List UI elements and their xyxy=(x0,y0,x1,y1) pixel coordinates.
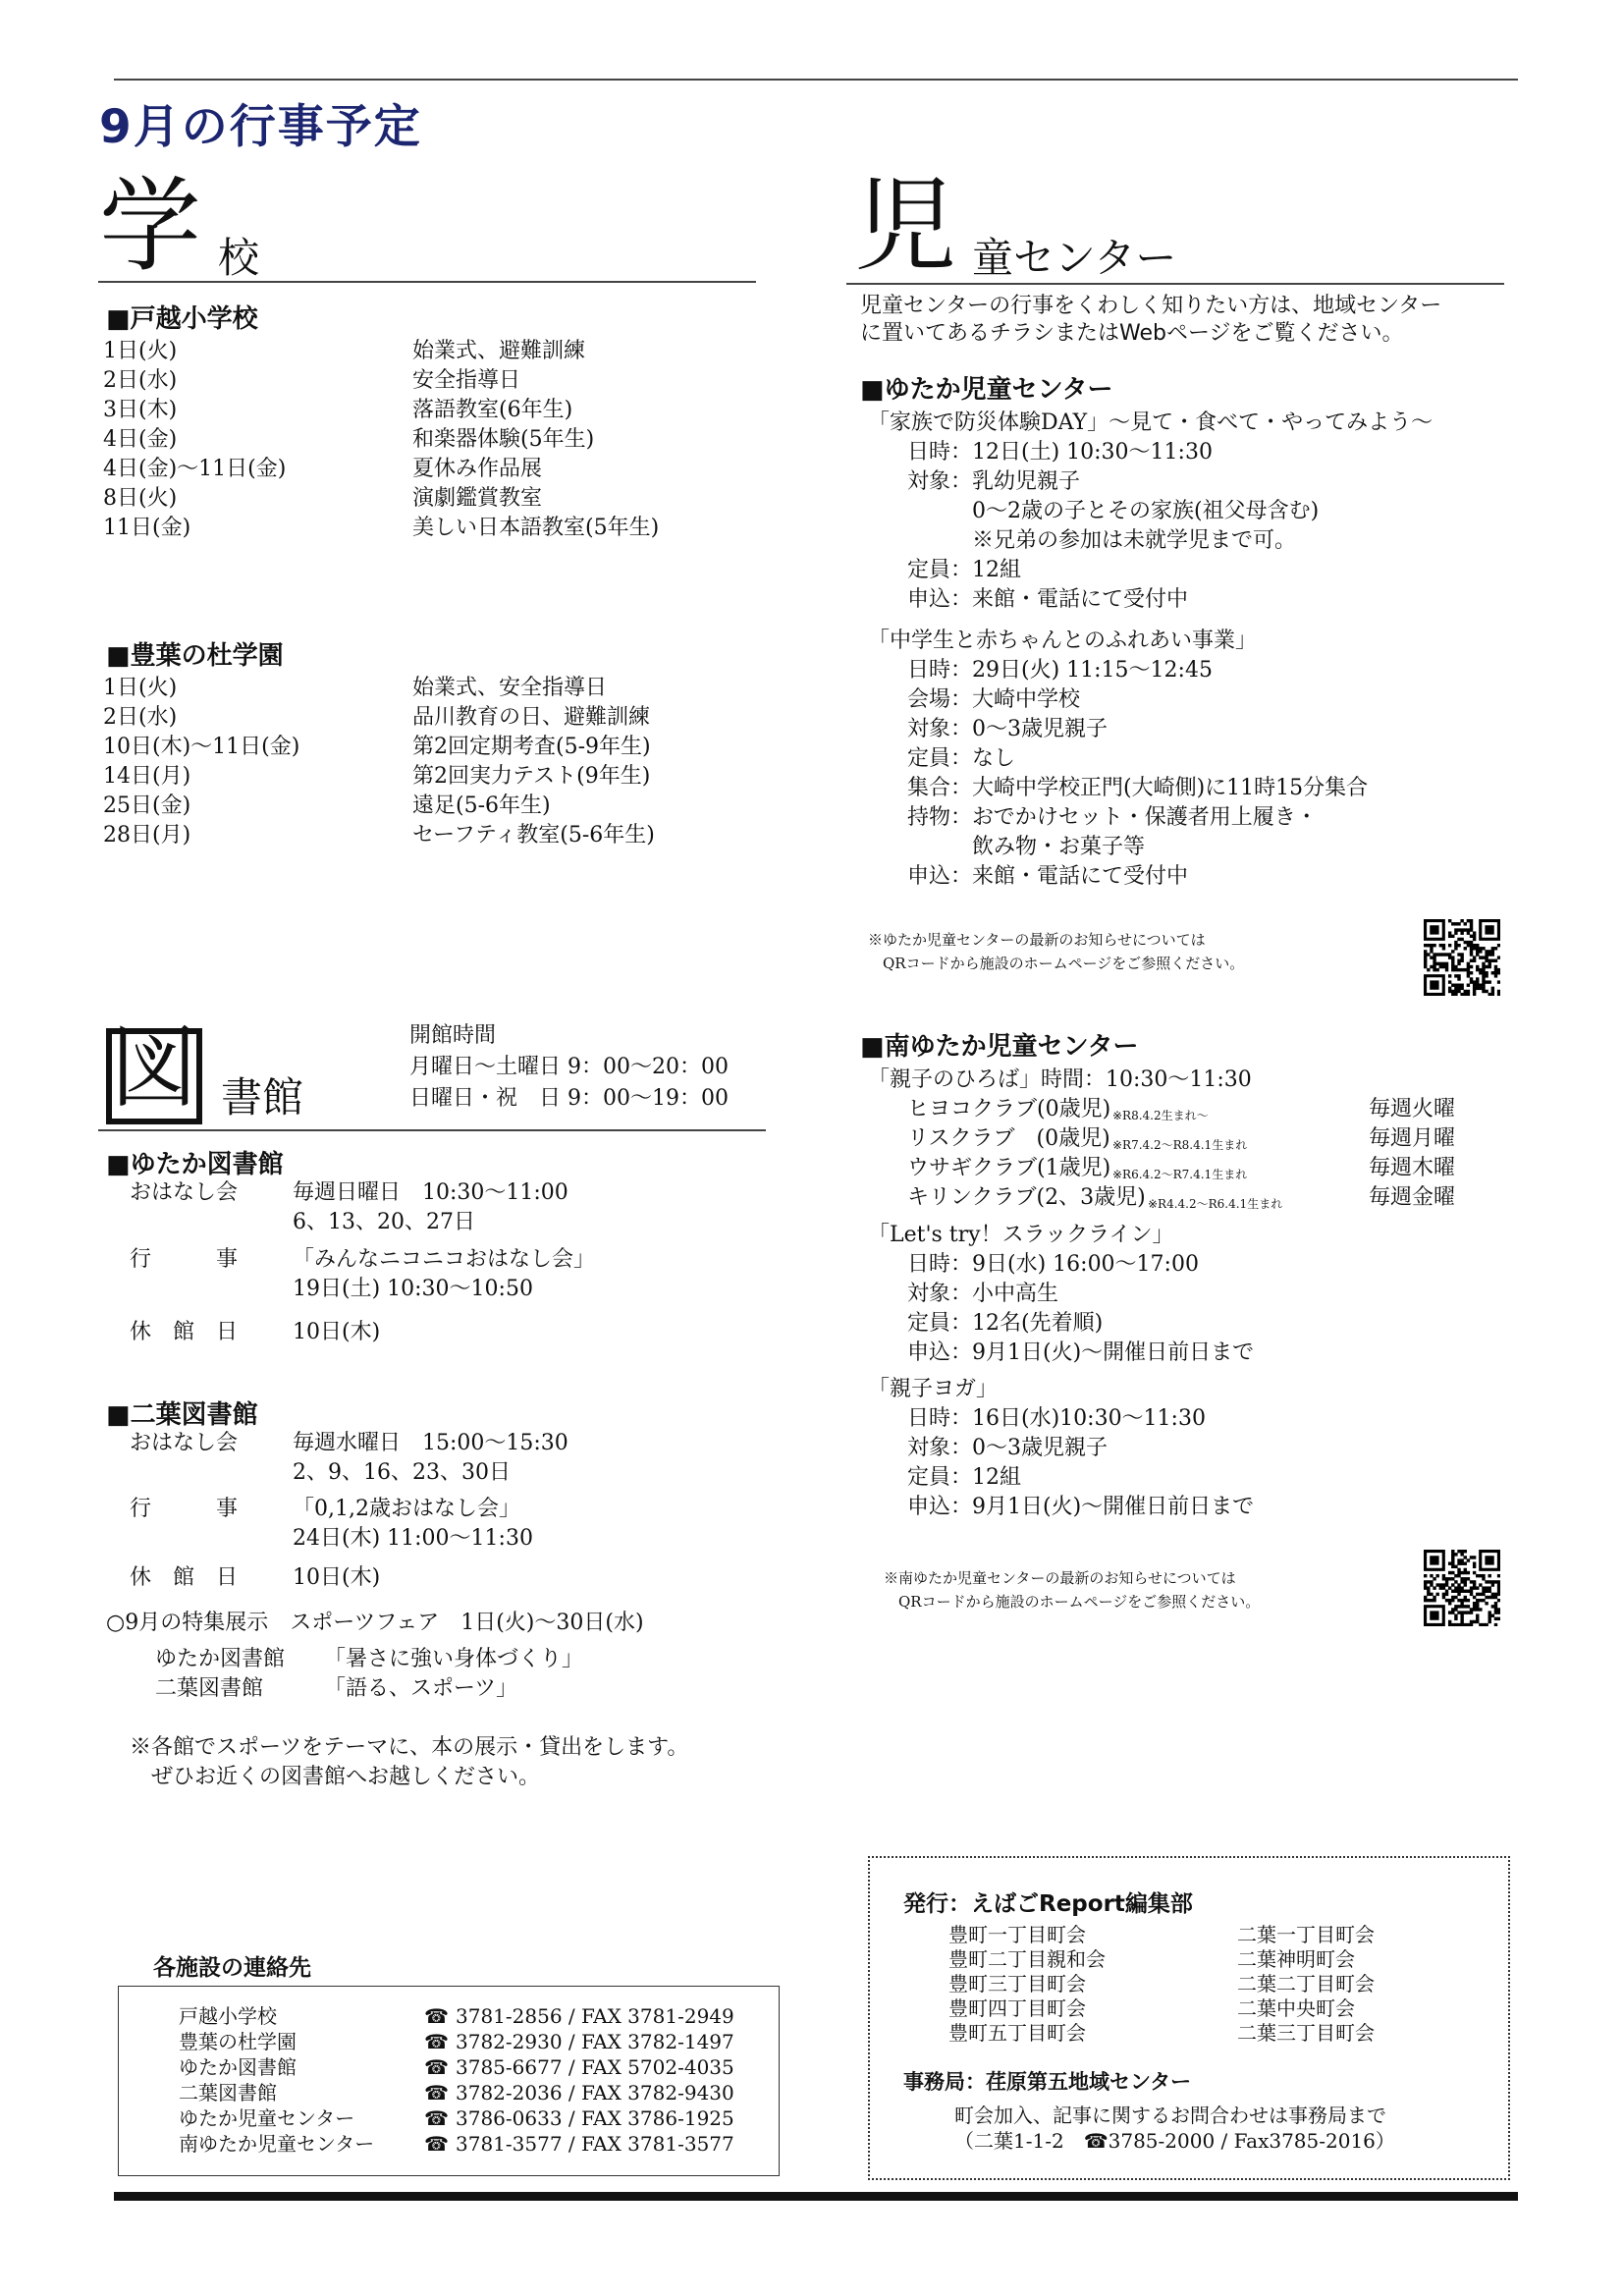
school-event-date: 8日(火) xyxy=(103,486,178,511)
school-event-row xyxy=(103,821,731,850)
office-line-1: 町会加入、記事に関するお問合わせは事務局まで xyxy=(954,2104,1386,2127)
event-detail-line: 対象：小中高生 xyxy=(907,1282,1059,1306)
club-name: ヒヨコクラブ(0歳児) xyxy=(907,1097,1111,1121)
children-minami-ev3-title: 「親子ヨガ」 xyxy=(868,1377,999,1401)
club-name: ウサギクラブ(1歳児) xyxy=(907,1156,1111,1180)
publisher-member: 二葉三丁目町会 xyxy=(1237,2021,1375,2045)
school-event-row xyxy=(103,366,731,396)
school-event-row xyxy=(103,514,731,543)
event-detail-line: 対象：乳幼児親子 xyxy=(907,469,1081,494)
contact-name: 豊葉の杜学園 xyxy=(179,2030,297,2053)
library-yutaka-closed-label: 休 館 日 xyxy=(130,1320,239,1344)
event-detail-line: 対象：0～3歳児親子 xyxy=(907,1436,1108,1460)
publisher-member: 豊町一丁目町会 xyxy=(948,1923,1086,1946)
event-detail-line: 定員：12名(先着順) xyxy=(907,1311,1104,1336)
club-day: 毎週金曜 xyxy=(1369,1185,1456,1210)
office-address: （二葉1-1-2 xyxy=(954,2129,1084,2153)
qr-code-minami[interactable] xyxy=(1424,1550,1500,1626)
club-day: 毎週火曜 xyxy=(1369,1097,1456,1121)
school-event-name: 安全指導日 xyxy=(412,368,521,393)
school-event-date: 1日(火) xyxy=(103,676,178,700)
phone-icon: ☎ xyxy=(424,2132,449,2156)
library-feature-title-1: 「暑さに強い身体づくり」 xyxy=(324,1647,584,1671)
library-heading-sub: 書館 xyxy=(221,1073,304,1121)
contact-name: 二葉図書館 xyxy=(179,2081,277,2105)
school-heading-big: 学 xyxy=(99,166,202,286)
school-event-date: 2日(水) xyxy=(103,705,178,730)
children-yutaka-name: ■ゆたか児童センター xyxy=(860,375,1113,405)
contact-tel: 3781-3577 / FAX 3781-3577 xyxy=(456,2132,734,2156)
contacts-title: 各施設の連絡先 xyxy=(153,1955,311,1981)
phone-icon: ☎ xyxy=(424,2081,449,2105)
library-futaba-closed: 10日(木) xyxy=(293,1565,381,1590)
children-heading-big: 児 xyxy=(854,166,957,286)
library-futaba-event-label: 行 事 xyxy=(130,1497,239,1521)
school-event-date: 11日(金) xyxy=(103,516,191,540)
office-line-2 xyxy=(954,2125,1395,2154)
event-detail-line: 持物：おでかけセット・保護者用上履き・ xyxy=(907,805,1318,830)
event-detail-line: 対象：0～3歳児親子 xyxy=(907,717,1108,741)
library-note-1: ※各館でスポーツをテーマに、本の展示・貸出をします。 xyxy=(130,1735,689,1760)
club-birth-note: ※R6.4.2～R7.4.1生まれ xyxy=(1112,1168,1248,1181)
children-minami-qr-note-1: ※南ゆたか児童センターの最新のお知らせについては xyxy=(884,1569,1236,1587)
children-intro-2: に置いてあるチラシまたはWebページをご覧ください。 xyxy=(860,321,1404,346)
library-yutaka-ohanashi-label: おはなし会 xyxy=(130,1180,239,1205)
school-heading-sub: 校 xyxy=(218,234,260,282)
school-event-date: 1日(火) xyxy=(103,339,178,363)
school-event-row xyxy=(103,733,731,762)
children-intro-1: 児童センターの行事をくわしく知りたい方は、地域センター xyxy=(860,294,1442,318)
children-yutaka-qr-note-2: QRコードから施設のホームページをご参照ください。 xyxy=(868,955,1245,972)
children-minami-clubs xyxy=(907,1095,1516,1213)
phone-icon: ☎ xyxy=(1083,2129,1109,2153)
school-event-name: 品川教育の日、避難訓練 xyxy=(412,705,651,730)
library-futaba-ohanashi-2: 2、9、16、23、30日 xyxy=(293,1460,511,1485)
school-event-row xyxy=(103,674,731,703)
school-event-row xyxy=(103,484,731,514)
club-birth-note: ※R8.4.2生まれ～ xyxy=(1112,1109,1209,1122)
club-day: 毎週木曜 xyxy=(1369,1156,1456,1180)
school-event-name: 遠足(5-6年生) xyxy=(412,793,551,818)
library-feature: ○9月の特集展示 スポーツフェア 1日(火)～30日(水) xyxy=(106,1611,644,1635)
event-detail-line: 申込：来館・電話にて受付中 xyxy=(907,864,1189,889)
club-row xyxy=(907,1154,1516,1183)
contact-name: ゆたか児童センター xyxy=(179,2106,355,2130)
library-feature-lib-2: 二葉図書館 xyxy=(155,1676,264,1701)
club-row xyxy=(907,1183,1516,1213)
event-detail-line: 集合：大崎中学校正門(大崎側)に11時15分集合 xyxy=(907,776,1369,800)
contact-tel: 3781-2856 / FAX 3781-2949 xyxy=(456,2004,734,2028)
library-hours-title: 開館時間 xyxy=(409,1023,497,1048)
school-event-row xyxy=(103,455,731,484)
school-event-date: 25日(金) xyxy=(103,793,191,818)
library-futaba-name: ■二葉図書館 xyxy=(106,1400,258,1430)
school-event-date: 4日(金) xyxy=(103,427,178,452)
school-1-events xyxy=(103,337,731,543)
library-futaba-event-1: 「0,1,2歳おはなし会」 xyxy=(293,1497,520,1521)
club-birth-note: ※R4.4.2～R6.4.1生まれ xyxy=(1148,1197,1283,1211)
event-detail-line: 定員：12組 xyxy=(907,558,1021,582)
contact-tel: 3785-6677 / FAX 5702-4035 xyxy=(456,2055,734,2079)
children-minami-ev2-title: 「Let's try！スラックライン」 xyxy=(868,1223,1174,1247)
children-yutaka-ev2-lines xyxy=(907,656,1368,892)
club-row xyxy=(907,1095,1516,1124)
children-yutaka-ev1-title: 「家族で防災体験DAY」～見て・食べて・やってみよう～ xyxy=(868,410,1434,435)
club-row xyxy=(907,1124,1516,1154)
children-minami-qr-note-2: QRコードから施設のホームページをご参照ください。 xyxy=(884,1593,1261,1611)
phone-icon: ☎ xyxy=(424,2106,449,2130)
contact-tel: 3782-2036 / FAX 3782-9430 xyxy=(456,2081,734,2105)
publisher-member: 豊町五丁目町会 xyxy=(948,2021,1086,2045)
school-event-name: 始業式、安全指導日 xyxy=(412,676,608,700)
event-detail-line: 申込：来館・電話にて受付中 xyxy=(907,587,1189,612)
school-2-name: ■豊葉の杜学園 xyxy=(106,641,284,671)
school-event-name: 和楽器体験(5年生) xyxy=(412,427,595,452)
library-heading-box xyxy=(106,1016,202,1124)
school-event-name: 第2回実力テスト(9年生) xyxy=(412,764,651,789)
school-event-date: 10日(木)～11日(金) xyxy=(103,735,300,759)
club-name: キリンクラブ(2、3歳児) xyxy=(907,1185,1146,1210)
school-event-row xyxy=(103,703,731,733)
school-event-row xyxy=(103,425,731,455)
publisher-member: 二葉中央町会 xyxy=(1237,1996,1355,2020)
school-event-date: 14日(月) xyxy=(103,764,191,789)
library-futaba-ohanashi-label: おはなし会 xyxy=(130,1431,239,1455)
library-yutaka-ohanashi-1: 毎週日曜日 10:30～11:00 xyxy=(293,1180,568,1205)
event-detail-line: 飲み物・お菓子等 xyxy=(907,835,1146,859)
library-yutaka-ohanashi-2: 6、13、20、27日 xyxy=(293,1210,475,1234)
children-minami-ev1-title: 「親子のひろば」時間：10:30～11:30 xyxy=(868,1067,1252,1092)
library-yutaka-event-1: 「みんなニコニコおはなし会」 xyxy=(293,1247,596,1272)
office-phone: 3785-2000 / Fax3785-2016） xyxy=(1108,2129,1395,2153)
children-yutaka-ev1-lines xyxy=(907,438,1319,615)
publisher-member: 二葉一丁目町会 xyxy=(1237,1923,1375,1946)
school-1-name: ■戸越小学校 xyxy=(106,304,258,334)
school-event-row xyxy=(103,396,731,425)
children-heading-sub: 童センター xyxy=(972,234,1177,282)
event-detail-line: ※兄弟の参加は未就学児まで可。 xyxy=(907,528,1297,553)
club-birth-note: ※R7.4.2～R8.4.1生まれ xyxy=(1112,1138,1248,1152)
event-detail-line: 日時：16日(水)10:30～11:30 xyxy=(907,1406,1206,1431)
event-detail-line: 日時：9日(水) 16:00～17:00 xyxy=(907,1252,1199,1277)
event-detail-line: 日時：29日(火) 11:15～12:45 xyxy=(907,658,1213,683)
bottom-bar xyxy=(114,2192,1518,2201)
library-heading-big: 図 xyxy=(110,1016,198,1120)
library-hours-2: 日曜日・祝 日 9：00～19：00 xyxy=(409,1086,729,1111)
school-event-name: セーフティ教室(5-6年生) xyxy=(412,823,655,847)
school-event-row xyxy=(103,792,731,821)
phone-icon: ☎ xyxy=(424,2055,449,2079)
school-event-name: 演劇鑑賞教室 xyxy=(412,486,543,511)
publisher-col-1 xyxy=(948,1923,1106,2046)
phone-icon: ☎ xyxy=(424,2004,449,2028)
library-futaba-event-2: 24日(木) 11:00～11:30 xyxy=(293,1526,533,1551)
contact-name: 南ゆたか児童センター xyxy=(179,2132,375,2156)
publisher-title: 発行：えばごReport編集部 xyxy=(903,1891,1193,1917)
qr-pattern xyxy=(1424,1550,1500,1626)
event-detail-line: 定員：12組 xyxy=(907,1465,1021,1490)
children-minami-name: ■南ゆたか児童センター xyxy=(860,1032,1139,1062)
qr-code-yutaka[interactable] xyxy=(1424,919,1500,996)
library-note-2: ぜひお近くの図書館へお越しください。 xyxy=(130,1765,541,1789)
school-event-name: 第2回定期考査(5-9年生) xyxy=(412,735,651,759)
library-yutaka-name: ■ゆたか図書館 xyxy=(106,1150,284,1179)
school-event-row xyxy=(103,762,731,792)
contact-name: ゆたか図書館 xyxy=(179,2055,297,2079)
school-event-name: 夏休み作品展 xyxy=(412,457,543,481)
library-futaba-closed-label: 休 館 日 xyxy=(130,1565,239,1590)
library-yutaka-event-2: 19日(土) 10:30～10:50 xyxy=(293,1277,533,1301)
event-detail-line: 日時：12日(土) 10:30～11:30 xyxy=(907,440,1213,465)
publisher-member: 二葉二丁目町会 xyxy=(1237,1972,1375,1995)
school-event-date: 28日(月) xyxy=(103,823,191,847)
club-name: リスクラブ (0歳児) xyxy=(907,1126,1110,1151)
children-yutaka-qr-note-1: ※ゆたか児童センターの最新のお知らせについては xyxy=(868,931,1206,949)
top-rule xyxy=(114,79,1518,81)
contact-tel: 3782-2930 / FAX 3782-1497 xyxy=(456,2030,734,2053)
school-2-events xyxy=(103,674,731,850)
library-hours-1: 月曜日～土曜日 9：00～20：00 xyxy=(409,1055,729,1079)
phone-icon: ☎ xyxy=(424,2030,449,2053)
library-rule xyxy=(98,1129,766,1131)
qr-pattern xyxy=(1424,919,1500,996)
event-detail-line: 0～2歳の子とその家族(祖父母含む) xyxy=(907,499,1320,523)
school-event-name: 始業式、避難訓練 xyxy=(412,339,586,363)
school-event-name: 美しい日本語教室(5年生) xyxy=(412,516,660,540)
library-yutaka-closed: 10日(木) xyxy=(293,1320,381,1344)
school-event-date: 3日(木) xyxy=(103,398,178,422)
school-rule xyxy=(98,281,756,283)
school-event-date: 4日(金)～11日(金) xyxy=(103,457,287,481)
club-day: 毎週月曜 xyxy=(1369,1126,1456,1151)
library-futaba-ohanashi-1: 毎週水曜日 15:00～15:30 xyxy=(293,1431,568,1455)
publisher-member: 豊町三丁目町会 xyxy=(948,1972,1086,1995)
publisher-member: 豊町四丁目町会 xyxy=(948,1996,1086,2020)
publisher-member: 二葉神明町会 xyxy=(1237,1947,1355,1971)
contact-name: 戸越小学校 xyxy=(179,2004,277,2028)
school-event-date: 2日(水) xyxy=(103,368,178,393)
publisher-col-2 xyxy=(1237,1923,1375,2046)
children-minami-ev3-lines xyxy=(907,1404,1254,1522)
school-event-name: 落語教室(6年生) xyxy=(412,398,573,422)
event-detail-line: 定員：なし xyxy=(907,746,1016,771)
school-event-row xyxy=(103,337,731,366)
event-detail-line: 申込：9月1日(火)～開催日前日まで xyxy=(907,1340,1255,1365)
children-minami-ev2-lines xyxy=(907,1250,1254,1368)
publisher-member: 豊町二丁目親和会 xyxy=(948,1947,1106,1971)
library-yutaka-event-label: 行 事 xyxy=(130,1247,239,1272)
event-detail-line: 申込：9月1日(火)～開催日前日まで xyxy=(907,1495,1255,1519)
children-yutaka-ev2-title: 「中学生と赤ちゃんとのふれあい事業」 xyxy=(868,629,1258,653)
library-feature-title-2: 「語る、スポーツ」 xyxy=(324,1676,518,1701)
contact-tel: 3786-0633 / FAX 3786-1925 xyxy=(456,2106,734,2130)
office-title: 事務局：荏原第五地域センター xyxy=(903,2070,1192,2094)
page-title: 9月の行事予定 xyxy=(99,100,422,154)
event-detail-line: 会場：大崎中学校 xyxy=(907,687,1081,712)
children-rule xyxy=(846,283,1504,285)
library-feature-lib-1: ゆたか図書館 xyxy=(155,1647,286,1671)
